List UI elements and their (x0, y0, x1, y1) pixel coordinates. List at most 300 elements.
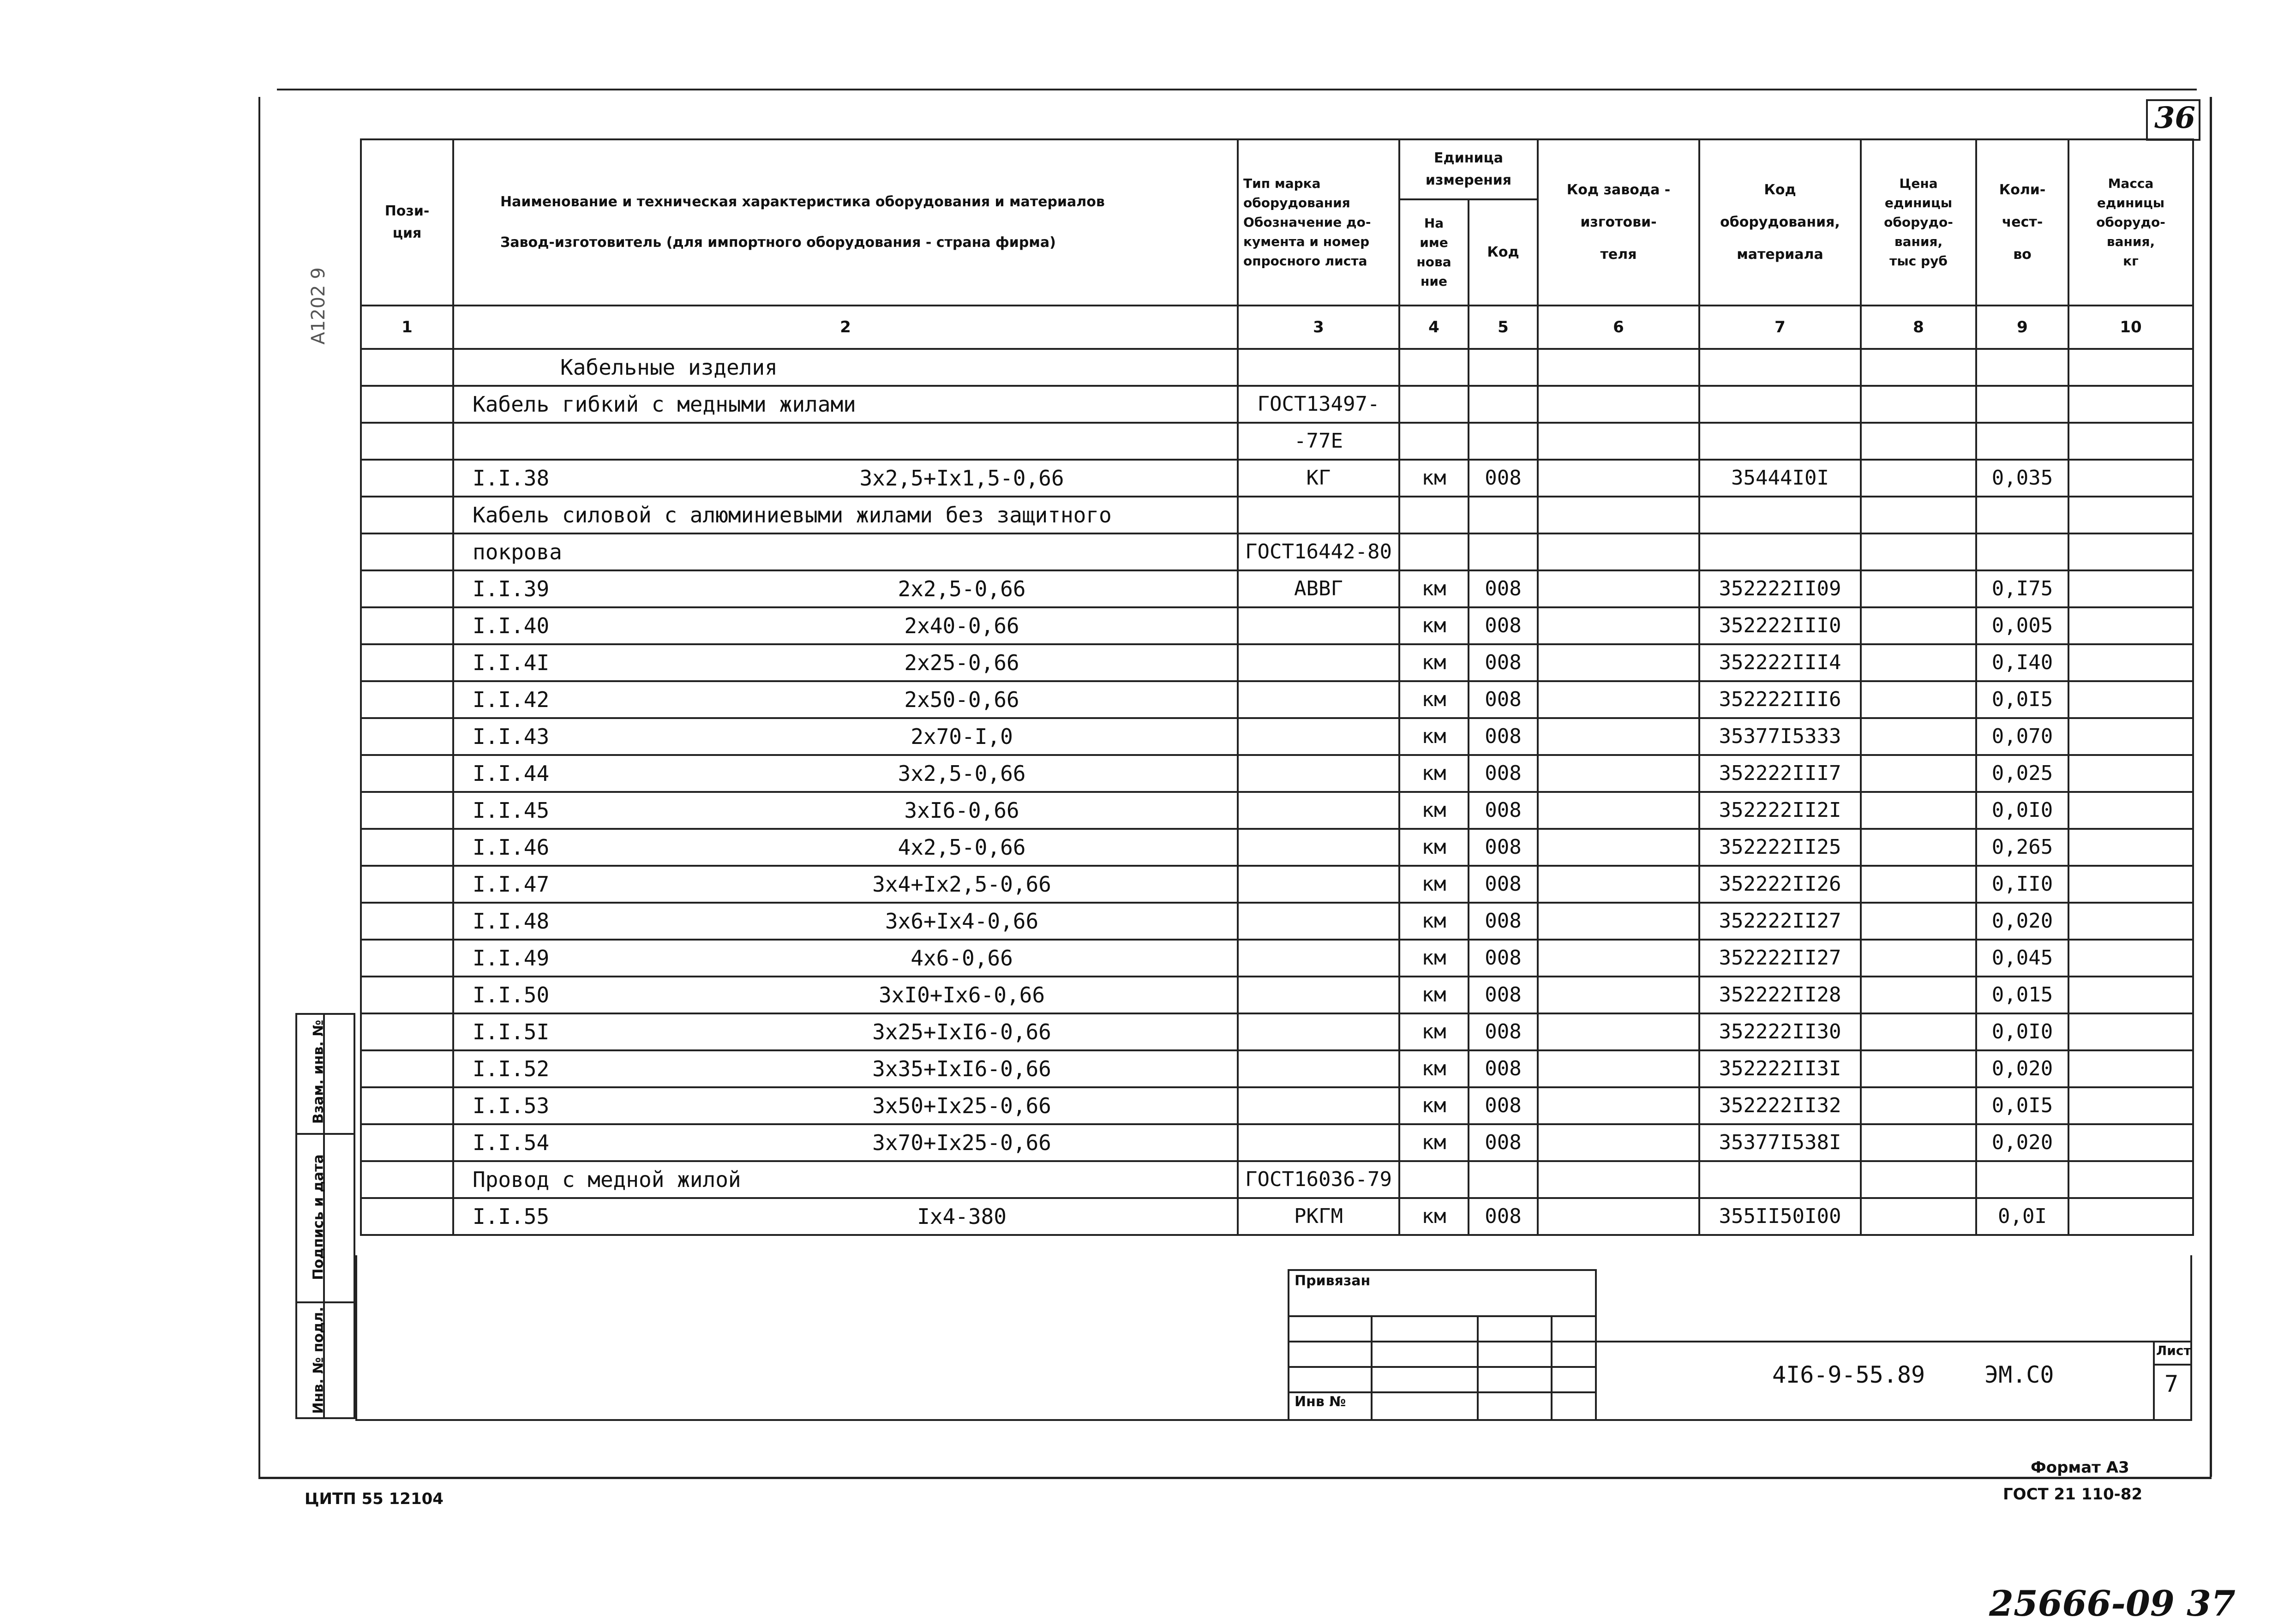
cell-qty (1976, 423, 2068, 460)
cell-mass (2068, 570, 2193, 607)
cell-price (1861, 755, 1976, 792)
cell-pos (361, 423, 453, 460)
cell-price (1861, 570, 1976, 607)
cell-code: 352222III7 (1699, 755, 1861, 792)
cell-qty: 0,005 (1976, 607, 2068, 644)
cell-code (1699, 386, 1861, 423)
cell-code: 35444I0I (1699, 460, 1861, 497)
cell-code: 352222II26 (1699, 866, 1861, 903)
cable-spec: 3хI0+Iх6-0,66 (878, 983, 1045, 1007)
cell-code: 35377I538I (1699, 1124, 1861, 1161)
column-number-5: 5 (1469, 306, 1538, 349)
cable-spec: 2х50-0,66 (904, 687, 1019, 712)
cell-pos (361, 681, 453, 718)
cell-ucode: 008 (1469, 903, 1538, 940)
cell-mfr (1538, 1124, 1699, 1161)
cell-unit: км (1399, 460, 1469, 497)
cell-mfr (1538, 1087, 1699, 1124)
left-strip-label-2: Подпись и дата (310, 1154, 327, 1280)
side-code: А1202 9 (308, 267, 329, 345)
cell-price (1861, 386, 1976, 423)
cell-pos (361, 533, 453, 570)
footer-gost: ГОСТ 21 110-82 (2003, 1485, 2143, 1504)
cell-mass (2068, 497, 2193, 533)
left-strip-label-1: Взам. инв. № (310, 1019, 327, 1124)
cell-price (1861, 349, 1976, 386)
table-row (361, 1198, 2193, 1235)
cell-pos (361, 1161, 453, 1198)
cell-price (1861, 977, 1976, 1013)
cell-ucode: 008 (1469, 829, 1538, 866)
cell-name (453, 1013, 1238, 1050)
cell-mass (2068, 349, 2193, 386)
cable-spec: 3х25+IхI6-0,66 (872, 1019, 1051, 1044)
cell-code: 352222III4 (1699, 644, 1861, 681)
cell-mass (2068, 681, 2193, 718)
cell-pos (361, 940, 453, 977)
frame-left-line (258, 97, 260, 1477)
cable-spec: 3х2,5+Iх1,5-0,66 (859, 466, 1064, 491)
cell-name (453, 570, 1238, 607)
cell-ucode: 008 (1469, 755, 1538, 792)
cell-ucode: 008 (1469, 1087, 1538, 1124)
header-type: Тип марка оборудования Обозначение до- кумента и номер опросного листа (1238, 139, 1399, 306)
cell-unit: км (1399, 1050, 1469, 1087)
cell-name (453, 681, 1238, 718)
cable-spec: 3хI6-0,66 (904, 798, 1019, 823)
cell-mass (2068, 792, 2193, 829)
specification-table (360, 138, 2194, 1236)
sheet-number: 7 (2164, 1371, 2179, 1397)
cell-mass (2068, 1198, 2193, 1235)
table-row (361, 460, 2193, 497)
cell-qty: 0,020 (1976, 1050, 2068, 1087)
cell-code: 352222II27 (1699, 940, 1861, 977)
cell-price (1861, 644, 1976, 681)
cell-ucode: 008 (1469, 977, 1538, 1013)
cell-ucode (1469, 349, 1538, 386)
table-row (361, 607, 2193, 644)
cell-ucode: 008 (1469, 681, 1538, 718)
cell-ucode: 008 (1469, 607, 1538, 644)
cell-pos (361, 1013, 453, 1050)
cell-name (453, 1124, 1238, 1161)
cell-unit: км (1399, 903, 1469, 940)
cell-ucode: 008 (1469, 866, 1538, 903)
cell-doc (1238, 681, 1399, 718)
cell-code: 352222III6 (1699, 681, 1861, 718)
cell-mass (2068, 533, 2193, 570)
cell-name (453, 386, 1238, 423)
cell-qty (1976, 533, 2068, 570)
cell-unit: км (1399, 977, 1469, 1013)
cell-name (453, 644, 1238, 681)
cell-doc (1238, 1124, 1399, 1161)
cable-spec: 3х50+Iх25-0,66 (872, 1093, 1051, 1118)
cell-pos (361, 792, 453, 829)
table-row (361, 903, 2193, 940)
header-mass: Масса единицы оборудо- вания, кг (2068, 139, 2193, 306)
docblock-top (1597, 1341, 2192, 1342)
cell-mfr (1538, 423, 1699, 460)
cell-code: 352222II30 (1699, 1013, 1861, 1050)
cell-ucode (1469, 1161, 1538, 1198)
inv-label: Инв № (1295, 1394, 1346, 1410)
cell-pos (361, 1050, 453, 1087)
table-row (361, 940, 2193, 977)
linked-v1 (1371, 1315, 1373, 1419)
table-row (361, 570, 2193, 607)
item-name (459, 429, 473, 454)
column-number-10: 10 (2068, 306, 2193, 349)
cable-spec: 3х2,5-0,66 (898, 761, 1026, 786)
table-row (361, 1013, 2193, 1050)
cell-mfr (1538, 903, 1699, 940)
cell-pos (361, 718, 453, 755)
position-label: I.I.38 (473, 466, 550, 491)
cell-qty (1976, 349, 2068, 386)
cell-mfr (1538, 1161, 1699, 1198)
position-label: I.I.55 (473, 1204, 550, 1229)
cell-unit: км (1399, 681, 1469, 718)
cell-qty: 0,0I5 (1976, 681, 2068, 718)
doc-number: 4I6-9-55.89 (1772, 1361, 1925, 1388)
item-name: Кабель силовой с алюминиевыми жилами без защитного (473, 503, 1112, 527)
cell-mfr (1538, 607, 1699, 644)
cell-name (453, 792, 1238, 829)
cell-ucode (1469, 386, 1538, 423)
column-number-8: 8 (1861, 306, 1976, 349)
cell-mfr (1538, 940, 1699, 977)
cell-qty: 0,045 (1976, 940, 2068, 977)
cell-code: 352222II2I (1699, 792, 1861, 829)
cell-ucode: 008 (1469, 1198, 1538, 1235)
cell-code: 35377I5333 (1699, 718, 1861, 755)
cell-qty: 0,035 (1976, 460, 2068, 497)
footer-handwritten-number: 25666-09 37 (1989, 1583, 2236, 1624)
block-left-line (355, 1255, 357, 1421)
cable-spec: 3х70+Iх25-0,66 (872, 1130, 1051, 1155)
cell-ucode: 008 (1469, 792, 1538, 829)
item-name: Кабель гибкий с медными жилами (473, 392, 856, 417)
cable-spec: 2х25-0,66 (904, 650, 1019, 675)
cell-pos (361, 349, 453, 386)
cable-spec: 2х70-I,0 (911, 724, 1013, 749)
cell-unit: км (1399, 755, 1469, 792)
cell-ucode: 008 (1469, 940, 1538, 977)
cell-doc (1238, 977, 1399, 1013)
left-strip-label-3: Инв. № подл. (310, 1306, 327, 1414)
cell-name (453, 1087, 1238, 1124)
cell-price (1861, 681, 1976, 718)
cell-unit: км (1399, 940, 1469, 977)
column-number-row (361, 306, 2193, 349)
cell-mfr (1538, 533, 1699, 570)
table-row (361, 1124, 2193, 1161)
cell-name (453, 1161, 1238, 1198)
header-equipment-code: Код оборудования, материала (1699, 139, 1861, 306)
cell-doc (1238, 792, 1399, 829)
cell-name (453, 718, 1238, 755)
header-name: Наименование и техническая характеристика оборудования и материалов Завод-изготовитель (для импортного оборудования - страна фирма) (453, 139, 1238, 306)
cell-name (453, 1050, 1238, 1087)
cell-qty: 0,0I5 (1976, 1087, 2068, 1124)
cell-mass (2068, 460, 2193, 497)
cell-mass (2068, 1124, 2193, 1161)
cell-price (1861, 1161, 1976, 1198)
cell-pos (361, 607, 453, 644)
cable-spec: 3х6+Iх4-0,66 (885, 909, 1039, 934)
position-label: I.I.5I (473, 1019, 550, 1044)
cell-mfr (1538, 349, 1699, 386)
cell-ucode: 008 (1469, 460, 1538, 497)
cell-mfr (1538, 718, 1699, 755)
sheet-box-divider (2153, 1364, 2192, 1366)
cell-code: 352222II3I (1699, 1050, 1861, 1087)
cell-mfr (1538, 1198, 1699, 1235)
cell-qty: 0,II0 (1976, 866, 2068, 903)
cell-code: 352222II09 (1699, 570, 1861, 607)
cell-doc: АВВГ (1238, 570, 1399, 607)
table-row (361, 497, 2193, 533)
cell-code (1699, 1161, 1861, 1198)
table-row (361, 829, 2193, 866)
cell-unit: км (1399, 644, 1469, 681)
position-label: I.I.43 (473, 724, 550, 749)
cell-name (453, 460, 1238, 497)
position-label: I.I.47 (473, 872, 550, 897)
header-unit-name: На име нова ние (1399, 199, 1469, 306)
cell-doc (1238, 349, 1399, 386)
cell-name (453, 940, 1238, 977)
cell-code (1699, 423, 1861, 460)
cell-price (1861, 903, 1976, 940)
position-label: I.I.44 (473, 761, 550, 786)
cable-spec: 2х40-0,66 (904, 613, 1019, 638)
cell-pos (361, 1198, 453, 1235)
cell-price (1861, 940, 1976, 977)
linked-label: Привязан (1295, 1273, 1371, 1289)
cell-doc (1238, 903, 1399, 940)
cell-name (453, 829, 1238, 866)
position-label: I.I.42 (473, 687, 550, 712)
position-label: I.I.54 (473, 1130, 550, 1155)
cell-code: 355II50I00 (1699, 1198, 1861, 1235)
cell-doc (1238, 1087, 1399, 1124)
cell-qty (1976, 386, 2068, 423)
column-number-6: 6 (1538, 306, 1699, 349)
cable-spec: 3х35+IхI6-0,66 (872, 1056, 1051, 1081)
cell-unit (1399, 497, 1469, 533)
cell-doc: ГОСТ13497- (1238, 386, 1399, 423)
table-row (361, 977, 2193, 1013)
cell-code (1699, 533, 1861, 570)
cell-name (453, 903, 1238, 940)
cell-unit (1399, 423, 1469, 460)
position-label: I.I.48 (473, 909, 550, 934)
cell-pos (361, 460, 453, 497)
cell-code (1699, 349, 1861, 386)
cell-doc (1238, 644, 1399, 681)
frame-right-line (2210, 97, 2212, 1477)
sheet-label: Лист (2156, 1343, 2191, 1358)
cell-mfr (1538, 497, 1699, 533)
position-label: I.I.39 (473, 576, 550, 601)
cell-price (1861, 718, 1976, 755)
table-row (361, 718, 2193, 755)
cell-unit: км (1399, 866, 1469, 903)
cell-mass (2068, 423, 2193, 460)
cell-price (1861, 607, 1976, 644)
cell-unit: км (1399, 1124, 1469, 1161)
column-number-3: 3 (1238, 306, 1399, 349)
cell-price (1861, 829, 1976, 866)
table-row (361, 533, 2193, 570)
position-label: I.I.53 (473, 1093, 550, 1118)
cell-name (453, 497, 1238, 533)
cell-qty (1976, 497, 2068, 533)
cell-pos (361, 1087, 453, 1124)
header-unit: Единица измерения (1399, 139, 1538, 199)
cell-mfr (1538, 386, 1699, 423)
item-name: Провод с медной жилой (473, 1167, 741, 1192)
cell-mass (2068, 903, 2193, 940)
table-row (361, 349, 2193, 386)
column-number-4: 4 (1399, 306, 1469, 349)
item-name: покрова (473, 539, 562, 564)
table-row (361, 755, 2193, 792)
cell-ucode: 008 (1469, 644, 1538, 681)
cell-name (453, 977, 1238, 1013)
cell-doc (1238, 718, 1399, 755)
cell-code: 352222II32 (1699, 1087, 1861, 1124)
cell-code: 352222III0 (1699, 607, 1861, 644)
cell-mass (2068, 644, 2193, 681)
cell-name (453, 349, 1238, 386)
cell-mass (2068, 866, 2193, 903)
cell-ucode: 008 (1469, 570, 1538, 607)
cell-doc (1238, 497, 1399, 533)
linked-v3 (1551, 1315, 1553, 1419)
cell-pos (361, 644, 453, 681)
footer-left-code: ЦИТП 55 12104 (305, 1490, 444, 1508)
cell-qty: 0,020 (1976, 1124, 2068, 1161)
table-row (361, 866, 2193, 903)
page-number: 36 (2154, 101, 2196, 135)
cable-spec: Iх4-380 (917, 1204, 1007, 1229)
table-row (361, 644, 2193, 681)
cell-doc (1238, 866, 1399, 903)
cell-ucode: 008 (1469, 1013, 1538, 1050)
cell-qty: 0,265 (1976, 829, 2068, 866)
position-label: I.I.4I (473, 650, 550, 675)
cell-mfr (1538, 829, 1699, 866)
cable-spec: 3х4+Iх2,5-0,66 (872, 872, 1051, 897)
cell-doc: -77Е (1238, 423, 1399, 460)
cell-unit: км (1399, 792, 1469, 829)
cell-price (1861, 533, 1976, 570)
cell-ucode (1469, 423, 1538, 460)
cell-mass (2068, 755, 2193, 792)
cell-mfr (1538, 977, 1699, 1013)
cell-ucode: 008 (1469, 1124, 1538, 1161)
cell-qty: 0,I40 (1976, 644, 2068, 681)
cell-mfr (1538, 1013, 1699, 1050)
table-row (361, 423, 2193, 460)
cell-doc (1238, 829, 1399, 866)
cell-doc (1238, 1013, 1399, 1050)
cell-price (1861, 866, 1976, 903)
cell-ucode: 008 (1469, 718, 1538, 755)
cell-mass (2068, 977, 2193, 1013)
cell-pos (361, 977, 453, 1013)
cell-mass (2068, 829, 2193, 866)
cell-qty: 0,I75 (1976, 570, 2068, 607)
cell-mass (2068, 940, 2193, 977)
cell-mass (2068, 718, 2193, 755)
cell-name (453, 423, 1238, 460)
cell-doc: ГОСТ16036-79 (1238, 1161, 1399, 1198)
cell-qty: 0,070 (1976, 718, 2068, 755)
cell-unit: км (1399, 1013, 1469, 1050)
cell-unit (1399, 533, 1469, 570)
cell-unit: км (1399, 718, 1469, 755)
cell-name (453, 866, 1238, 903)
cell-mfr (1538, 755, 1699, 792)
cell-qty (1976, 1161, 2068, 1198)
cell-qty: 0,025 (1976, 755, 2068, 792)
cell-pos (361, 570, 453, 607)
cell-qty: 0,0I0 (1976, 792, 2068, 829)
cell-unit: км (1399, 570, 1469, 607)
cell-pos (361, 903, 453, 940)
cell-mfr (1538, 570, 1699, 607)
cell-price (1861, 460, 1976, 497)
cell-price (1861, 1198, 1976, 1235)
cell-name (453, 755, 1238, 792)
cell-ucode (1469, 497, 1538, 533)
cell-unit: км (1399, 1087, 1469, 1124)
cell-pos (361, 866, 453, 903)
cell-mfr (1538, 792, 1699, 829)
cell-mass (2068, 1050, 2193, 1087)
cell-doc (1238, 940, 1399, 977)
cell-doc: ГОСТ16442-80 (1238, 533, 1399, 570)
cell-code (1699, 497, 1861, 533)
position-label: I.I.46 (473, 835, 550, 860)
cell-unit: км (1399, 829, 1469, 866)
cell-unit (1399, 386, 1469, 423)
position-label: I.I.45 (473, 798, 550, 823)
cell-mass (2068, 386, 2193, 423)
header-position: Пози- ция (361, 139, 453, 306)
cell-unit: км (1399, 607, 1469, 644)
cell-mfr (1538, 460, 1699, 497)
cell-name (453, 533, 1238, 570)
cell-unit (1399, 1161, 1469, 1198)
table-row (361, 792, 2193, 829)
cell-pos (361, 755, 453, 792)
table-row (361, 681, 2193, 718)
block-bottom-line (355, 1419, 2192, 1421)
cell-ucode (1469, 533, 1538, 570)
column-number-7: 7 (1699, 306, 1861, 349)
cell-price (1861, 1124, 1976, 1161)
column-number-2: 2 (453, 306, 1238, 349)
table-row (361, 1161, 2193, 1198)
cell-price (1861, 1013, 1976, 1050)
position-label: I.I.40 (473, 613, 550, 638)
